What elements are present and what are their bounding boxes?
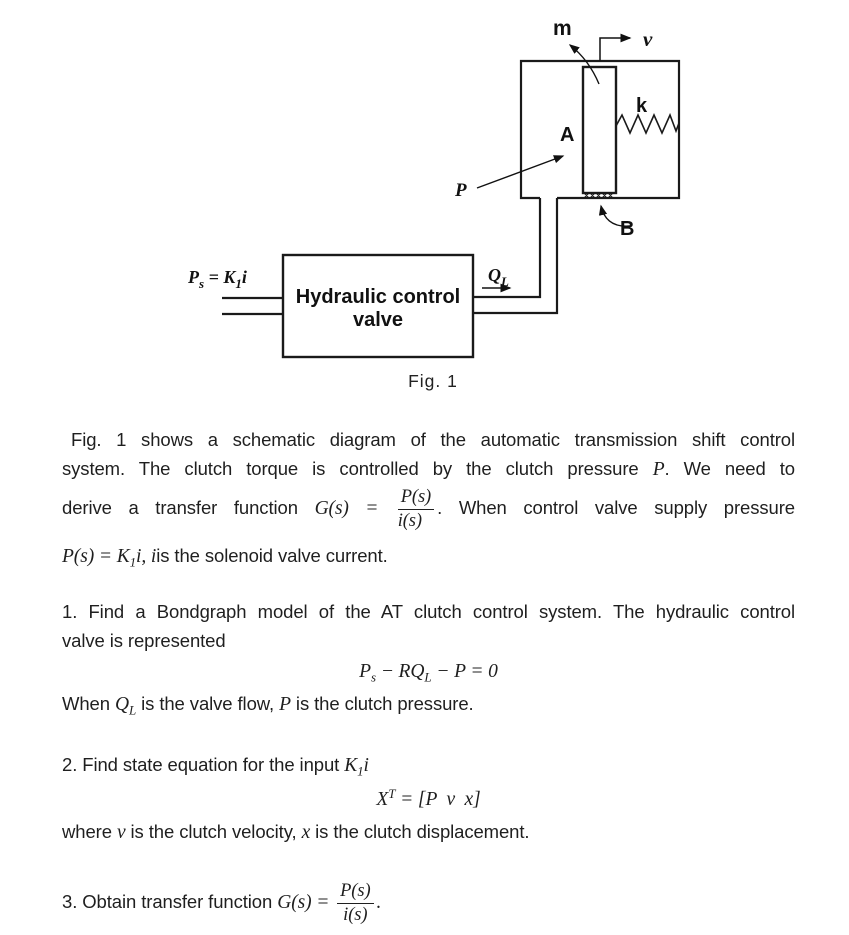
math-subscript: L	[128, 702, 137, 718]
math-token: Q	[114, 694, 129, 715]
body-text: 3. Obtain transfer function	[62, 891, 278, 912]
paragraph1-line2	[62, 457, 795, 482]
math-subscript: s	[370, 669, 376, 685]
fraction	[398, 487, 434, 531]
figure-diagram	[0, 0, 849, 400]
mass-label: m	[553, 17, 572, 40]
body-text: is the clutch pressure.	[290, 693, 474, 714]
fraction-denominator: i(s)	[343, 904, 368, 925]
body-text: derive a transfer function	[62, 497, 315, 518]
valve-input-lines	[222, 298, 283, 314]
math-token: G(s) =	[314, 498, 395, 519]
body-text: is the solenoid valve current.	[156, 545, 388, 566]
math-token: i	[363, 755, 369, 776]
math-token: v	[116, 822, 126, 843]
fraction-numerator: P(s)	[337, 881, 373, 904]
math-token: P v x	[425, 789, 474, 810]
paragraph1-line3	[62, 483, 795, 534]
math-token: = [	[395, 789, 426, 810]
supply-i: i	[241, 267, 247, 287]
math-token: P	[359, 661, 371, 682]
body-text: system. The clutch torque is controlled by the clutch pressure	[62, 458, 653, 479]
section3-line1	[62, 878, 795, 927]
math-token: − RQ	[375, 661, 425, 682]
math-token: X	[376, 789, 389, 810]
fraction-numerator: P(s)	[398, 487, 434, 510]
math-token: − P = 0	[431, 661, 498, 682]
section1-line3	[62, 692, 795, 717]
math-token: G(s) =	[277, 892, 335, 913]
body-text: where	[62, 821, 117, 842]
math-token: P	[279, 694, 291, 715]
supply-pipe	[473, 198, 557, 313]
supply-k-sub: 1	[235, 276, 242, 291]
supply-mid: = K	[204, 267, 236, 287]
fraction	[337, 881, 373, 925]
section1-line1	[62, 600, 795, 624]
math-token: .	[376, 892, 382, 913]
damper-label: B	[620, 218, 635, 240]
spring-label: k	[636, 95, 648, 117]
pressure-label: P	[455, 180, 467, 201]
math-token: K	[344, 755, 358, 776]
flow-q-sub: L	[501, 274, 509, 289]
math-token: P	[652, 459, 665, 480]
body-text: Fig. 1 shows a schematic diagram of the automatic transmission shift control	[71, 429, 795, 450]
section1-equation	[62, 658, 795, 685]
math-subscript: 1	[357, 763, 364, 779]
section2-line2	[62, 820, 795, 845]
math-token: i,	[136, 546, 151, 567]
body-text: When	[62, 693, 115, 714]
math-superscript: T	[388, 785, 396, 801]
section2-equation	[62, 786, 795, 813]
supply-pressure-label	[187, 267, 247, 291]
velocity-arrow	[600, 38, 630, 61]
piston	[583, 67, 616, 193]
math-token: P(s) = K	[62, 546, 130, 567]
flow-q: Q	[488, 265, 501, 285]
math-token: x	[301, 822, 311, 843]
body-text: is the clutch velocity,	[125, 821, 302, 842]
body-text: 2. Find state equation for the input	[62, 754, 345, 775]
body-text: valve is represented	[62, 630, 226, 651]
math-subscript: L	[424, 669, 432, 685]
math-token: ]	[473, 789, 481, 810]
section2-line1	[62, 753, 795, 778]
fraction-denominator: i(s)	[397, 510, 422, 531]
math-subscript: 1	[129, 554, 137, 570]
section1-line2	[62, 629, 795, 653]
flow-label	[488, 265, 509, 289]
body-text: . When control valve supply pressure	[437, 497, 795, 518]
spring	[616, 115, 679, 133]
body-text: 1. Find a Bondgraph model of the AT clutch control system. The hydraulic control	[62, 601, 795, 622]
supply-p: P	[188, 267, 199, 287]
body-text: is the valve flow,	[136, 693, 280, 714]
paragraph1-line4	[62, 543, 795, 570]
figure-caption: Fig. 1	[408, 371, 458, 391]
body-text: is the clutch displacement.	[310, 821, 530, 842]
valve-label-line1: Hydraulic control	[295, 286, 461, 308]
supply-p-sub: s	[199, 276, 205, 291]
body-text: . We need to	[664, 458, 795, 479]
velocity-label: v	[643, 27, 653, 51]
valve-label-line2: valve	[352, 309, 404, 331]
area-label: A	[560, 124, 575, 146]
paragraph1-line1	[62, 428, 795, 452]
math-token: i	[150, 546, 157, 567]
